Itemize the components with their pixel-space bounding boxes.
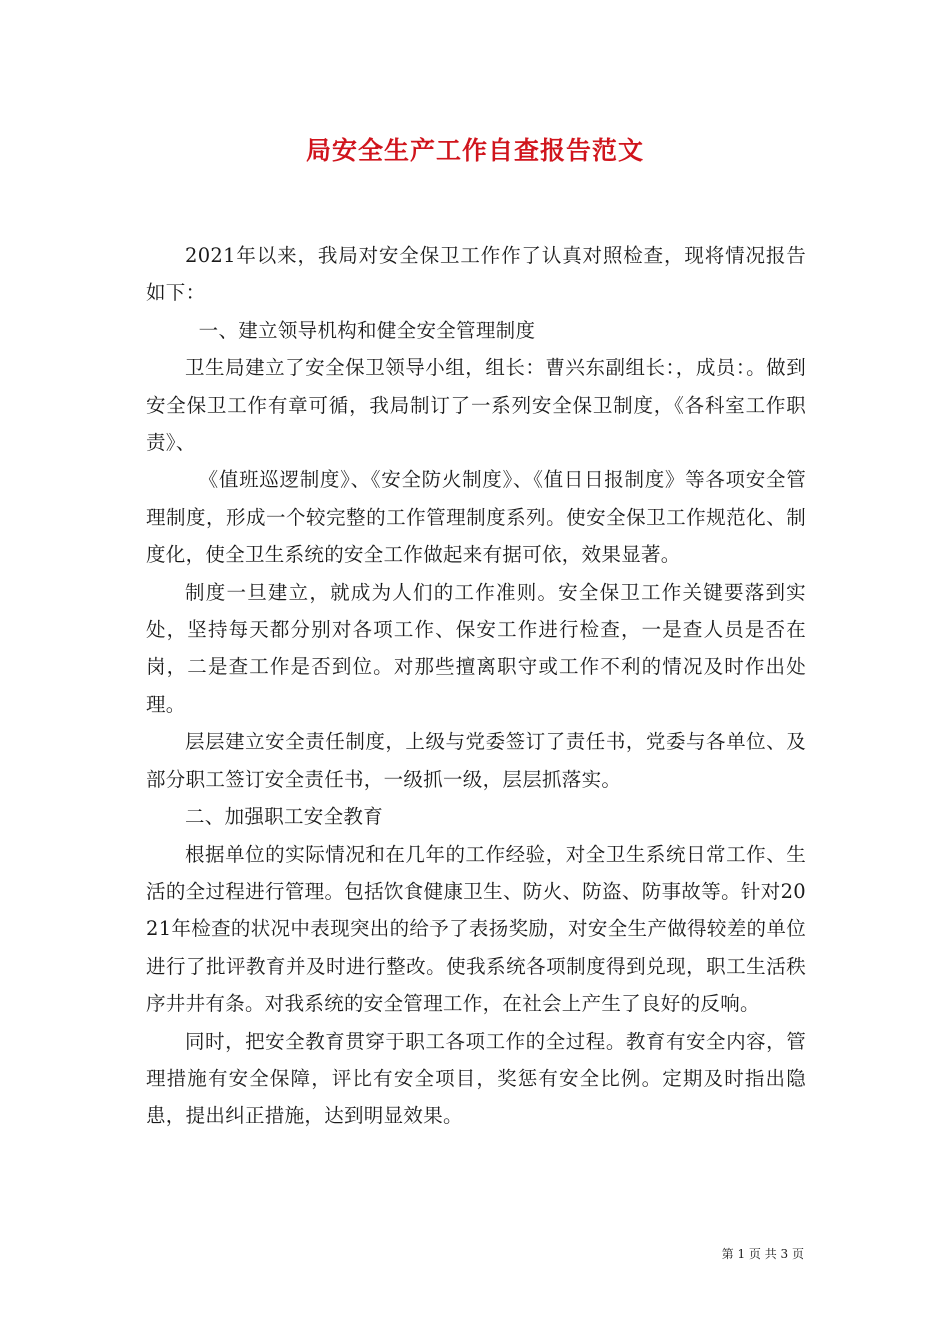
section-heading-2: 二、加强职工安全教育 <box>185 805 384 829</box>
page-number: 第 1 页 共 3 页 <box>721 1247 804 1261</box>
body-paragraph: 同时，把安全教育贯穿于职工各项工作的全过程。教育有安全内容，管理措施有安全保障，评比有安全项目，奖惩有安全比例。定期及时指出隐患，提出纠正措施，达到明显效果。 <box>146 1029 806 1128</box>
document-title: 局安全生产工作自查报告范文 <box>305 136 644 165</box>
document-body <box>146 237 806 1135</box>
body-paragraph: 《值班巡逻制度》、《安全防火制度》、《值日日报制度》等各项安全管理制度，形成一个较完整的工作管理制度系列。使安全保卫工作规范化、制度化，使全卫生系统的安全工作做起来有据可依，效果显著。 <box>146 468 806 567</box>
body-paragraph: 层层建立安全责任制度，上级与党委签订了责任书，党委与各单位、及部分职工签订安全责任书，一级抓一级，层层抓落实。 <box>146 730 806 791</box>
body-paragraph: 卫生局建立了安全保卫领导小组，组长：曹兴东副组长：，成员：。做到安全保卫工作有章可循，我局制订了一系列安全保卫制度，《各科室工作职责》、 <box>146 356 806 455</box>
section-heading-1: 一、建立领导机构和健全安全管理制度 <box>198 318 536 342</box>
body-paragraph: 根据单位的实际情况和在几年的工作经验，对全卫生系统日常工作、生活的全过程进行管理。包括饮食健康卫生、防火、防盗、防事故等。针对2021年检查的状况中表现突出的给予了表扬奖励，对安全生产做得较差的单位进行了批评教育并及时进行整改。使我系统各项制度得到兑现，职工生活秩序井井有条。对我系统的安全管理工作，在社会上产生了良好的反响。 <box>146 842 806 1016</box>
body-paragraph: 制度一旦建立，就成为人们的工作准则。安全保卫工作关键要落到实处，坚持每天都分别对各项工作、保安工作进行检查，一是查人员是否在岗，二是查工作是否到位。对那些擅离职守或工作不利的情况及时作出处理。 <box>146 580 806 716</box>
intro-paragraph: 2021年以来，我局对安全保卫工作作了认真对照检查，现将情况报告如下： <box>146 244 806 305</box>
